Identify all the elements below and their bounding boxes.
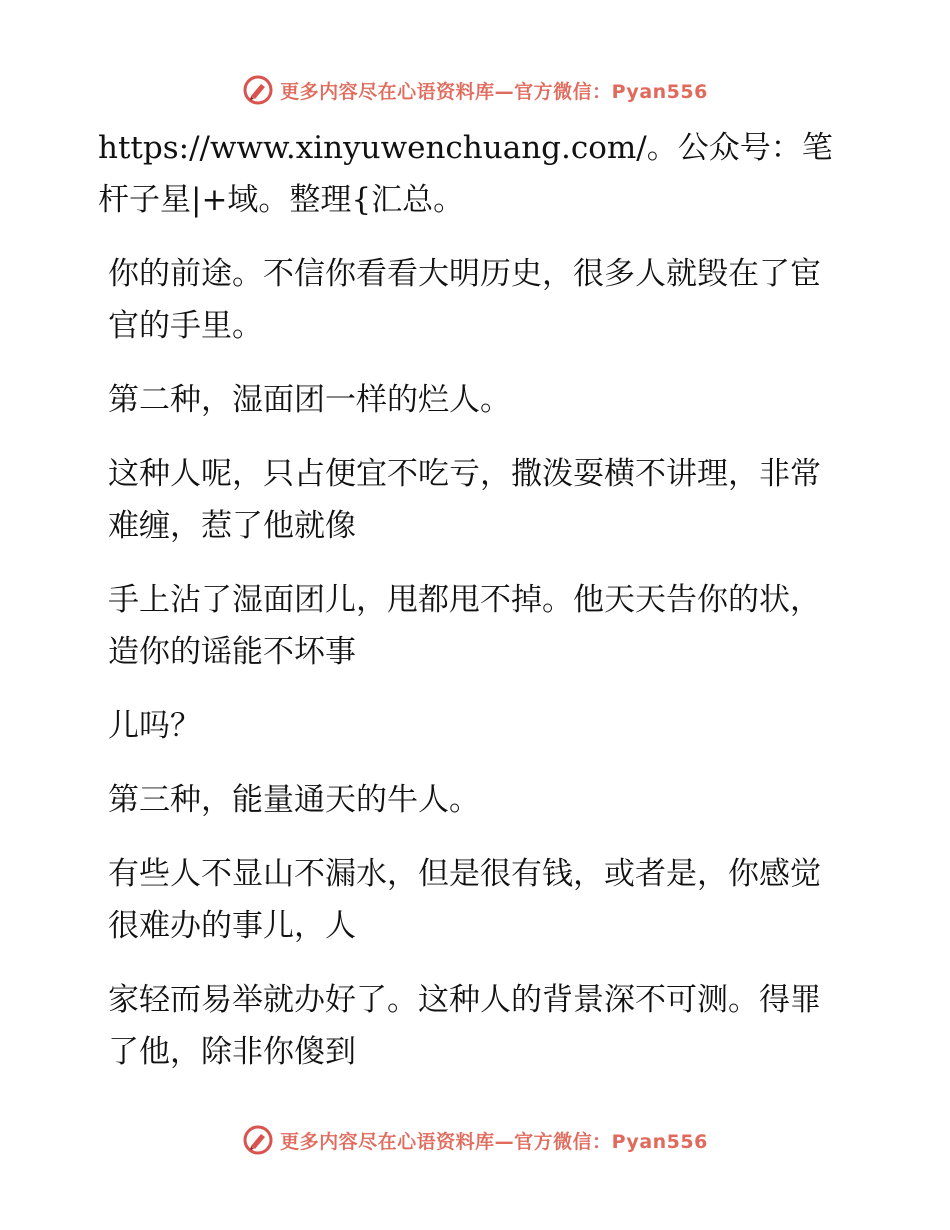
pen-logo-icon [242,74,274,106]
paragraph-7: 第三种，能量通天的牛人。 [108,782,480,818]
paragraph-3: 第二种，湿面团一样的烂人。 [108,382,511,418]
pen-logo-icon [242,1124,274,1156]
paragraph-8: 有些人不显山不漏水，但是很有钱，或者是，你感觉很难办的事儿，人 [108,856,821,944]
footer-banner-inner [242,1124,708,1156]
footer-banner-text: 更多内容尽在心语资料库—官方微信：Pyan556 [280,1130,708,1153]
document-body [98,122,838,1100]
header-banner [0,70,950,110]
footer-banner [0,1120,950,1160]
header-banner-text: 更多内容尽在心语资料库—官方微信：Pyan556 [280,80,708,103]
paragraph-6: 儿吗？ [108,708,201,744]
header-banner-inner [242,74,708,106]
paragraph-1: https://www.xinyuwenchuang.com/。公众号：笔杆子星|+域。整理{汇总。 [98,130,833,218]
paragraph-2: 你的前途。不信你看看大明历史，很多人就毁在了宦官的手里。 [108,256,821,344]
paragraph-4: 这种人呢，只占便宜不吃亏，撒泼耍横不讲理，非常难缠，惹了他就像 [108,456,821,544]
paragraph-5: 手上沾了湿面团儿，甩都甩不掉。他天天告你的状，造你的谣能不坏事 [108,582,821,670]
paragraph-9: 家轻而易举就办好了。这种人的背景深不可测。得罪了他，除非你傻到 [108,982,821,1070]
